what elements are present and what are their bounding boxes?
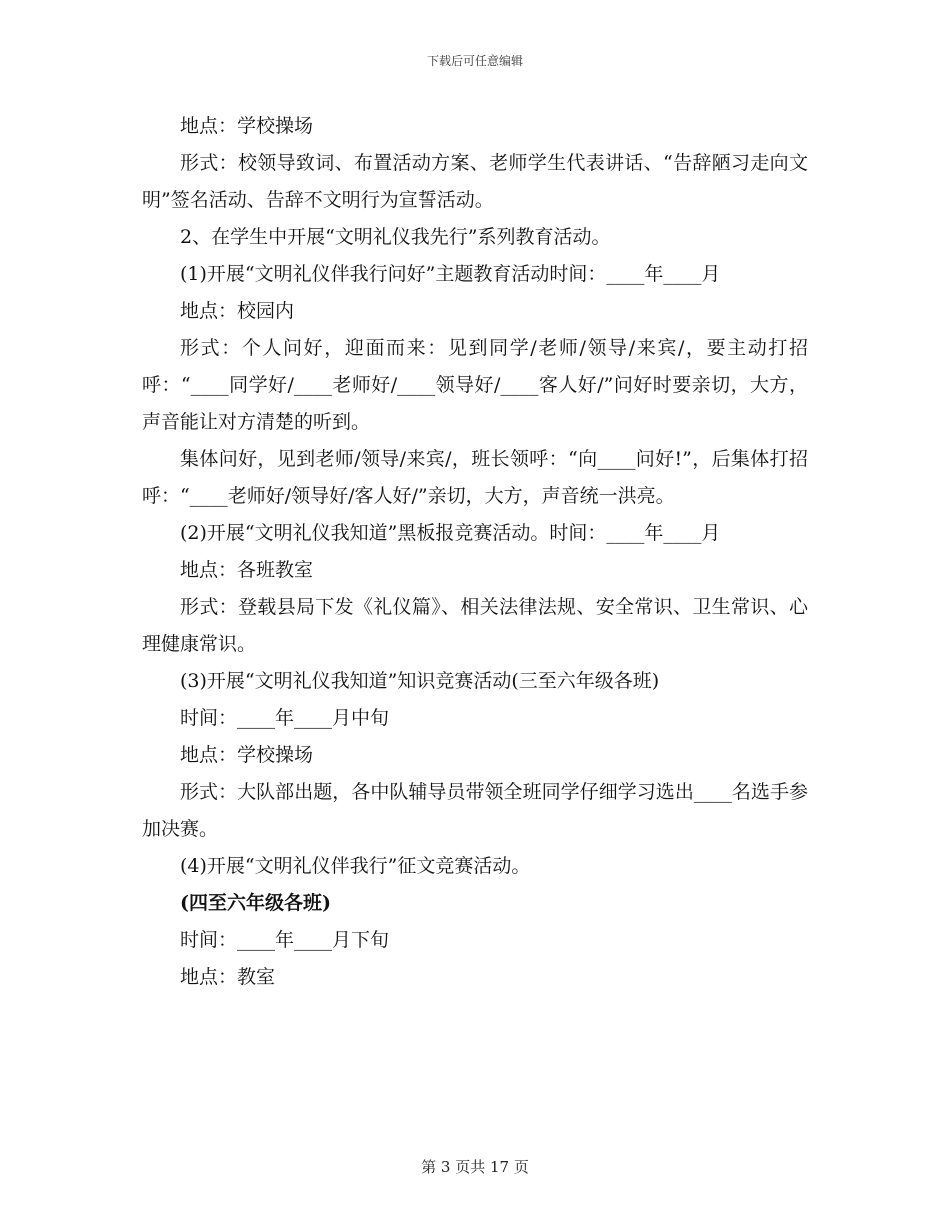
paragraph-time-4: 时间：____年____月下旬 bbox=[180, 929, 390, 951]
paragraph-location-3: 地点：各班教室 bbox=[180, 559, 314, 581]
page-header: 下载后可任意编辑 bbox=[426, 54, 523, 68]
paragraph-location-4: 地点：学校操场 bbox=[180, 744, 314, 766]
paragraph-time-3: 时间：____年____月中旬 bbox=[180, 707, 390, 729]
paragraph-format-3: 形式：登载县局下发《礼仪篇》、相关法律法规、安全常识、卫生常识、心理健康常识。 bbox=[142, 596, 808, 655]
paragraph-format-2: 形式：个人问好，迎面而来：见到同学/老师/领导/来宾/，要主动打招呼：“____同学好/____老师好/____领导好/____客人好/”问好时要亲切，大方，声音能让对方清楚的听到。 bbox=[142, 337, 808, 433]
paragraph-item-2: (2)开展“文明礼仪我知道”黑板报竞赛活动。时间：____年____月 bbox=[180, 522, 721, 544]
paragraph-location-5: 地点：教室 bbox=[180, 966, 276, 988]
paragraph-location-1: 地点：学校操场 bbox=[180, 115, 314, 137]
paragraph-format-1: 形式：校领导致词、布置活动方案、老师学生代表讲话、“告辞陋习走向文明”签名活动、告辞不文明行为宣誓活动。 bbox=[142, 152, 808, 211]
paragraph-grade-note: (四至六年级各班) bbox=[180, 892, 331, 914]
paragraph-item-1: (1)开展“文明礼仪伴我行问好”主题教育活动时间：____年____月 bbox=[180, 263, 721, 285]
document-body bbox=[142, 108, 808, 996]
paragraph-location-2: 地点：校园内 bbox=[180, 300, 295, 322]
paragraph-group-greeting: 集体问好，见到老师/领导/来宾/，班长领呼：“向____问好!”，后集体打招呼：“____老师好/领导好/客人好/”亲切，大方，声音统一洪亮。 bbox=[142, 448, 808, 507]
paragraph-format-4: 形式：大队部出题，各中队辅导员带领全班同学仔细学习选出____名选手参加决赛。 bbox=[142, 781, 808, 840]
page-footer: 第 3 页共 17 页 bbox=[421, 1158, 529, 1176]
paragraph-item-3: (3)开展“文明礼仪我知道”知识竞赛活动(三至六年级各班) bbox=[180, 670, 660, 692]
paragraph-item-4: (4)开展“文明礼仪伴我行”征文竞赛活动。 bbox=[180, 855, 531, 877]
paragraph-section-2: 2、在学生中开展“文明礼仪我先行”系列教育活动。 bbox=[180, 226, 611, 248]
